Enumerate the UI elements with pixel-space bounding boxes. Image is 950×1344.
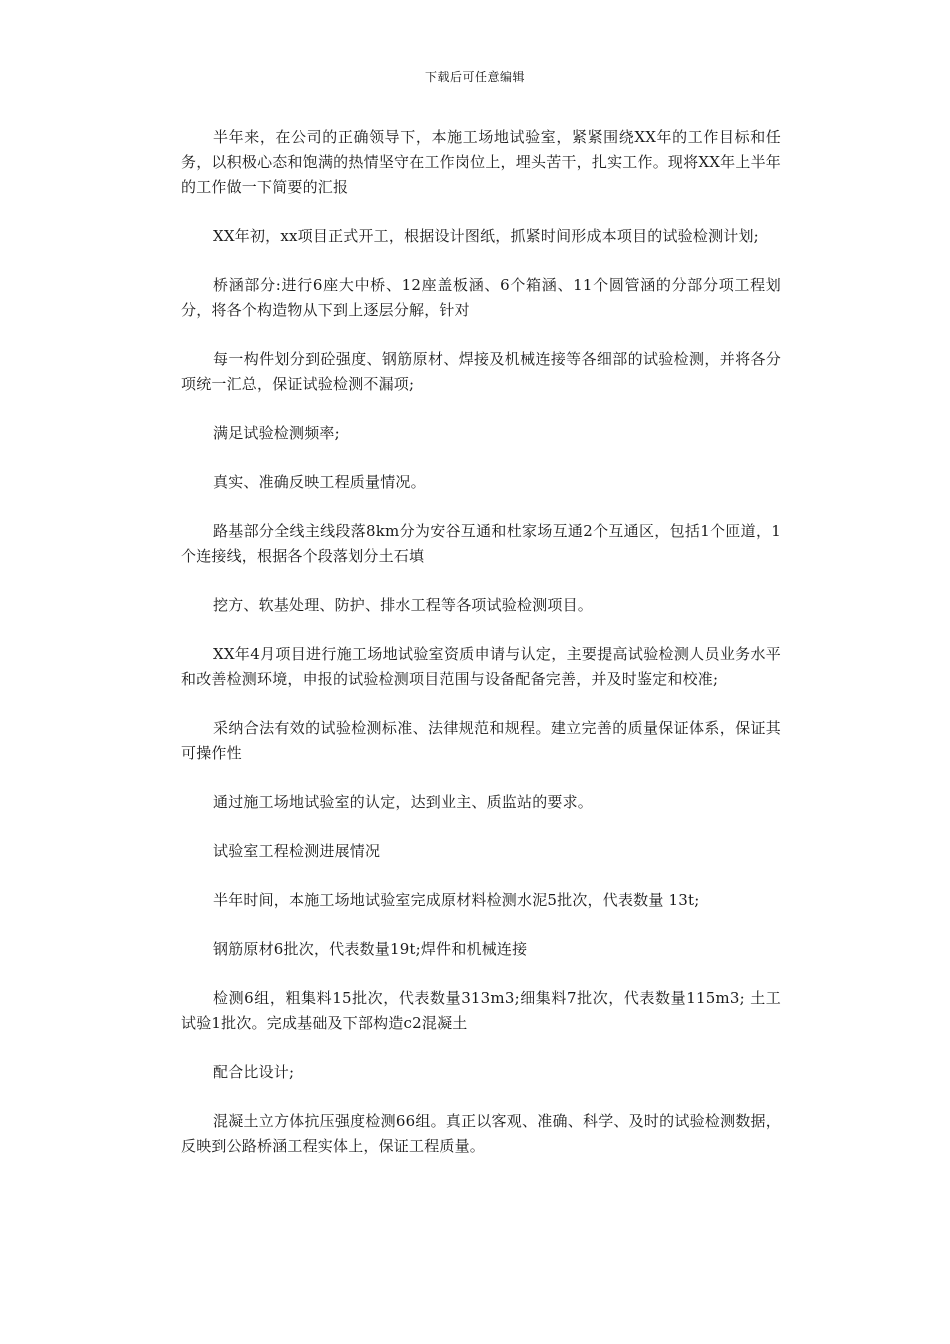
paragraph-test-frequency: 满足试验检测频率; — [213, 424, 340, 442]
paragraph-earthwork: 挖方、软基处理、防护、排水工程等各项试验检测项目。 — [213, 596, 594, 614]
document-body — [181, 125, 781, 1183]
paragraph-concrete-strength: 混凝土立方体抗压强度检测66组。真正以客观、准确、科学、及时的试验检测数据，反映到公路桥涵工程实体上，保证工程质量。 — [181, 1112, 781, 1155]
paragraph-roadbed: 路基部分全线主线段落8km分为安谷互通和杜家场互通2个互通区，包括1个匝道，1个连接线，根据各个段落划分土石填 — [181, 522, 781, 565]
paragraph-project-start: XX年初，xx项目正式开工，根据设计图纸，抓紧时间形成本项目的试验检测计划; — [213, 227, 759, 245]
section-heading-progress: 试验室工程检测进展情况 — [213, 842, 381, 860]
page-header: 下载后可任意编辑 — [424, 70, 525, 84]
paragraph-cement-testing: 半年时间，本施工场地试验室完成原材料检测水泥5批次，代表数量 13t; — [213, 891, 700, 909]
paragraph-bridge-culvert: 桥涵部分:进行6座大中桥、12座盖板涵、6个箱涵、11个圆管涵的分部分项工程划分，将各个构造物从下到上逐层分解，针对 — [181, 276, 781, 319]
paragraph-lab-qualification: XX年4月项目进行施工场地试验室资质申请与认定，主要提高试验检测人员业务水平和改善检测环境，申报的试验检测项目范围与设备配备完善，并及时鉴定和校准; — [181, 645, 781, 688]
paragraph-standards: 采纳合法有效的试验检测标准、法律规范和规程。建立完善的质量保证体系，保证其可操作性 — [181, 719, 781, 762]
paragraph-intro: 半年来，在公司的正确领导下，本施工场地试验室，紧紧围绕XX年的工作目标和任务，以积极心态和饱满的热情坚守在工作岗位上，埋头苦干，扎实工作。现将XX年上半年的工作做一下简要的汇报 — [181, 128, 781, 196]
paragraph-certification: 通过施工场地试验室的认定，达到业主、质监站的要求。 — [213, 793, 594, 811]
paragraph-aggregate-testing: 检测6组，粗集料15批次，代表数量313m3;细集料7批次，代表数量115m3; 土工试验1批次。完成基础及下部构造c2混凝土 — [181, 989, 781, 1032]
paragraph-mix-design: 配合比设计; — [213, 1063, 295, 1081]
paragraph-rebar-testing: 钢筋原材6批次，代表数量19t;焊件和机械连接 — [213, 940, 528, 958]
paragraph-quality-reflection: 真实、准确反映工程质量情况。 — [213, 473, 426, 491]
paragraph-component-testing: 每一构件划分到砼强度、钢筋原材、焊接及机械连接等各细部的试验检测，并将各分项统一汇总，保证试验检测不漏项; — [181, 350, 781, 393]
